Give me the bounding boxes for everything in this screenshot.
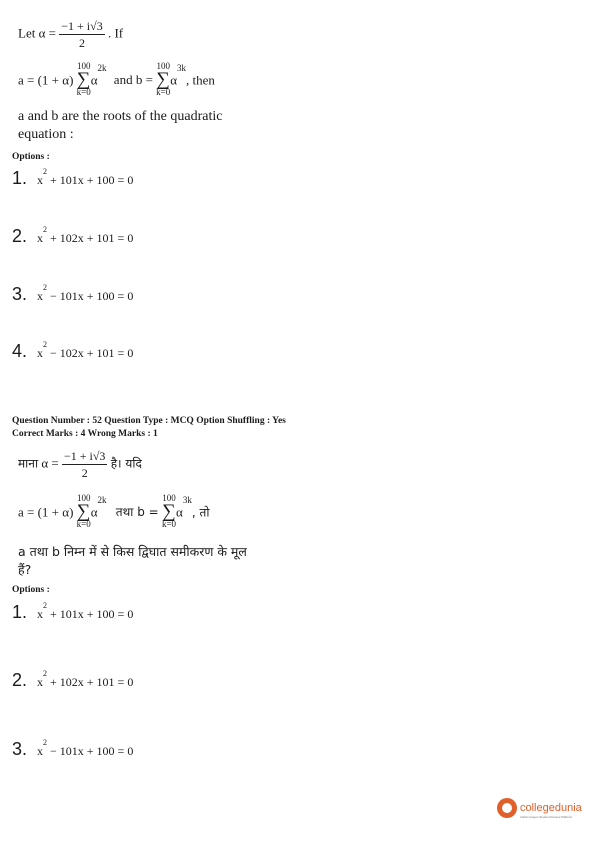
option-equation: $x^2 - 102x + 101 = 0$ (37, 340, 134, 360)
q2-option-1[interactable] (12, 602, 133, 623)
q1-sum-b-lower: k=0 (156, 87, 171, 97)
q2-and-b: तथा b = (115, 505, 159, 520)
q1-option-1[interactable] (12, 168, 133, 189)
q1-alpha-symbol: α (38, 25, 46, 41)
q2-sum-a-lower: k=0 (76, 519, 91, 529)
q1-exp-2k: 2k (97, 63, 107, 73)
collegedunia-logo (497, 796, 582, 819)
q2-body-line-1: a तथा b निम्न में से किस द्विघात समीकरण के मूल (18, 544, 247, 559)
q2-fraction-numerator: −1 + i√3 (63, 449, 106, 463)
q2-alpha-2k: α (90, 504, 98, 520)
option-number: 4. (12, 341, 28, 361)
option-equation: $x^2 + 101x + 100 = 0$ (37, 601, 134, 621)
q1-if-text: . If (107, 25, 124, 41)
q2-ab-definition (18, 493, 210, 531)
option-equation: $x^2 + 102x + 101 = 0$ (37, 225, 134, 245)
q1-alpha-3k: α (170, 72, 178, 88)
q2-sum-a-upper: 100 (76, 493, 91, 503)
q1-body-line-2: equation : (18, 127, 74, 142)
q1-option-3[interactable] (12, 284, 133, 305)
q1-a-lhs: a = (1 + α) (18, 72, 74, 88)
q2-fraction-denominator: 2 (81, 466, 88, 480)
q2-alpha-fraction (62, 448, 107, 481)
q1-option-4[interactable] (12, 341, 133, 362)
q2-sum-b (162, 494, 176, 529)
sigma-icon: ∑ (162, 501, 176, 522)
sigma-icon: ∑ (76, 501, 91, 522)
q2-exp-2k: 2k (97, 495, 107, 505)
q1-sum-a-upper: 100 (76, 61, 91, 71)
question-meta-line-2: Correct Marks : 4 Wrong Marks : 1 (12, 429, 158, 439)
sigma-icon: ∑ (76, 69, 91, 90)
logo-name: collegedunia (520, 802, 582, 814)
q1-then-text: , then (186, 72, 215, 88)
q2-exp-3k: 3k (182, 495, 192, 505)
q2-options-label: Options : (12, 585, 50, 595)
q2-alpha-symbol: α (41, 455, 49, 471)
question-meta-line-1: Question Number : 52 Question Type : MCQ Option Shuffling : Yes (12, 416, 286, 426)
option-number: 2. (12, 226, 28, 246)
q1-sum-a-lower: k=0 (76, 87, 91, 97)
question-meta-header (12, 415, 286, 441)
option-number: 2. (12, 670, 28, 690)
q1-options-label: Options : (12, 152, 50, 162)
q2-let-text: माना (18, 456, 39, 471)
q1-sum-b-upper: 100 (156, 61, 170, 71)
q2-sum-b-upper: 100 (162, 493, 176, 503)
mascot-icon (497, 798, 517, 818)
q1-sum-b (156, 62, 170, 97)
q1-fraction-denominator: 2 (78, 36, 85, 50)
option-equation: $x^2 + 101x + 100 = 0$ (37, 167, 134, 187)
q1-and-b: and b = (113, 72, 153, 88)
q2-if-text: है। यदि (110, 456, 142, 471)
option-number: 1. (12, 602, 28, 622)
option-equation: $x^2 - 101x + 100 = 0$ (37, 283, 134, 303)
option-equation: $x^2 + 102x + 101 = 0$ (37, 669, 134, 689)
q2-then-text: , तो (191, 505, 210, 520)
logo-tagline: India's largest Student Review Platform (520, 815, 573, 819)
q1-option-2[interactable] (12, 226, 133, 247)
q2-sum-b-lower: k=0 (161, 519, 177, 529)
q1-equals: = (48, 25, 56, 41)
option-number: 3. (12, 284, 28, 304)
q1-fraction-numerator: −1 + i√3 (61, 19, 103, 33)
q2-alpha-definition (18, 448, 142, 481)
q1-alpha-definition (18, 18, 123, 51)
q2-equals: = (51, 455, 59, 471)
q1-alpha-2k: α (90, 72, 98, 88)
q1-question-body (18, 108, 222, 144)
option-number: 1. (12, 168, 28, 188)
q2-sum-a (77, 494, 91, 529)
q2-option-3[interactable] (12, 739, 133, 760)
q1-alpha-fraction (59, 18, 104, 51)
q1-let-text: Let (18, 25, 36, 41)
q2-question-body (18, 543, 247, 579)
sigma-icon: ∑ (156, 69, 170, 90)
q1-exp-3k: 3k (177, 63, 187, 73)
option-number: 3. (12, 739, 28, 759)
option-equation: $x^2 - 101x + 100 = 0$ (37, 738, 134, 758)
q2-alpha-3k: α (176, 504, 183, 520)
q2-a-lhs: a = (1 + α) (18, 504, 74, 520)
q1-ab-definition (18, 61, 215, 99)
q2-option-2[interactable] (12, 670, 133, 691)
q1-body-line-1: a and b are the roots of the quadratic (18, 109, 223, 124)
q1-sum-a (77, 62, 91, 97)
q2-body-line-2: हैं? (18, 562, 32, 577)
